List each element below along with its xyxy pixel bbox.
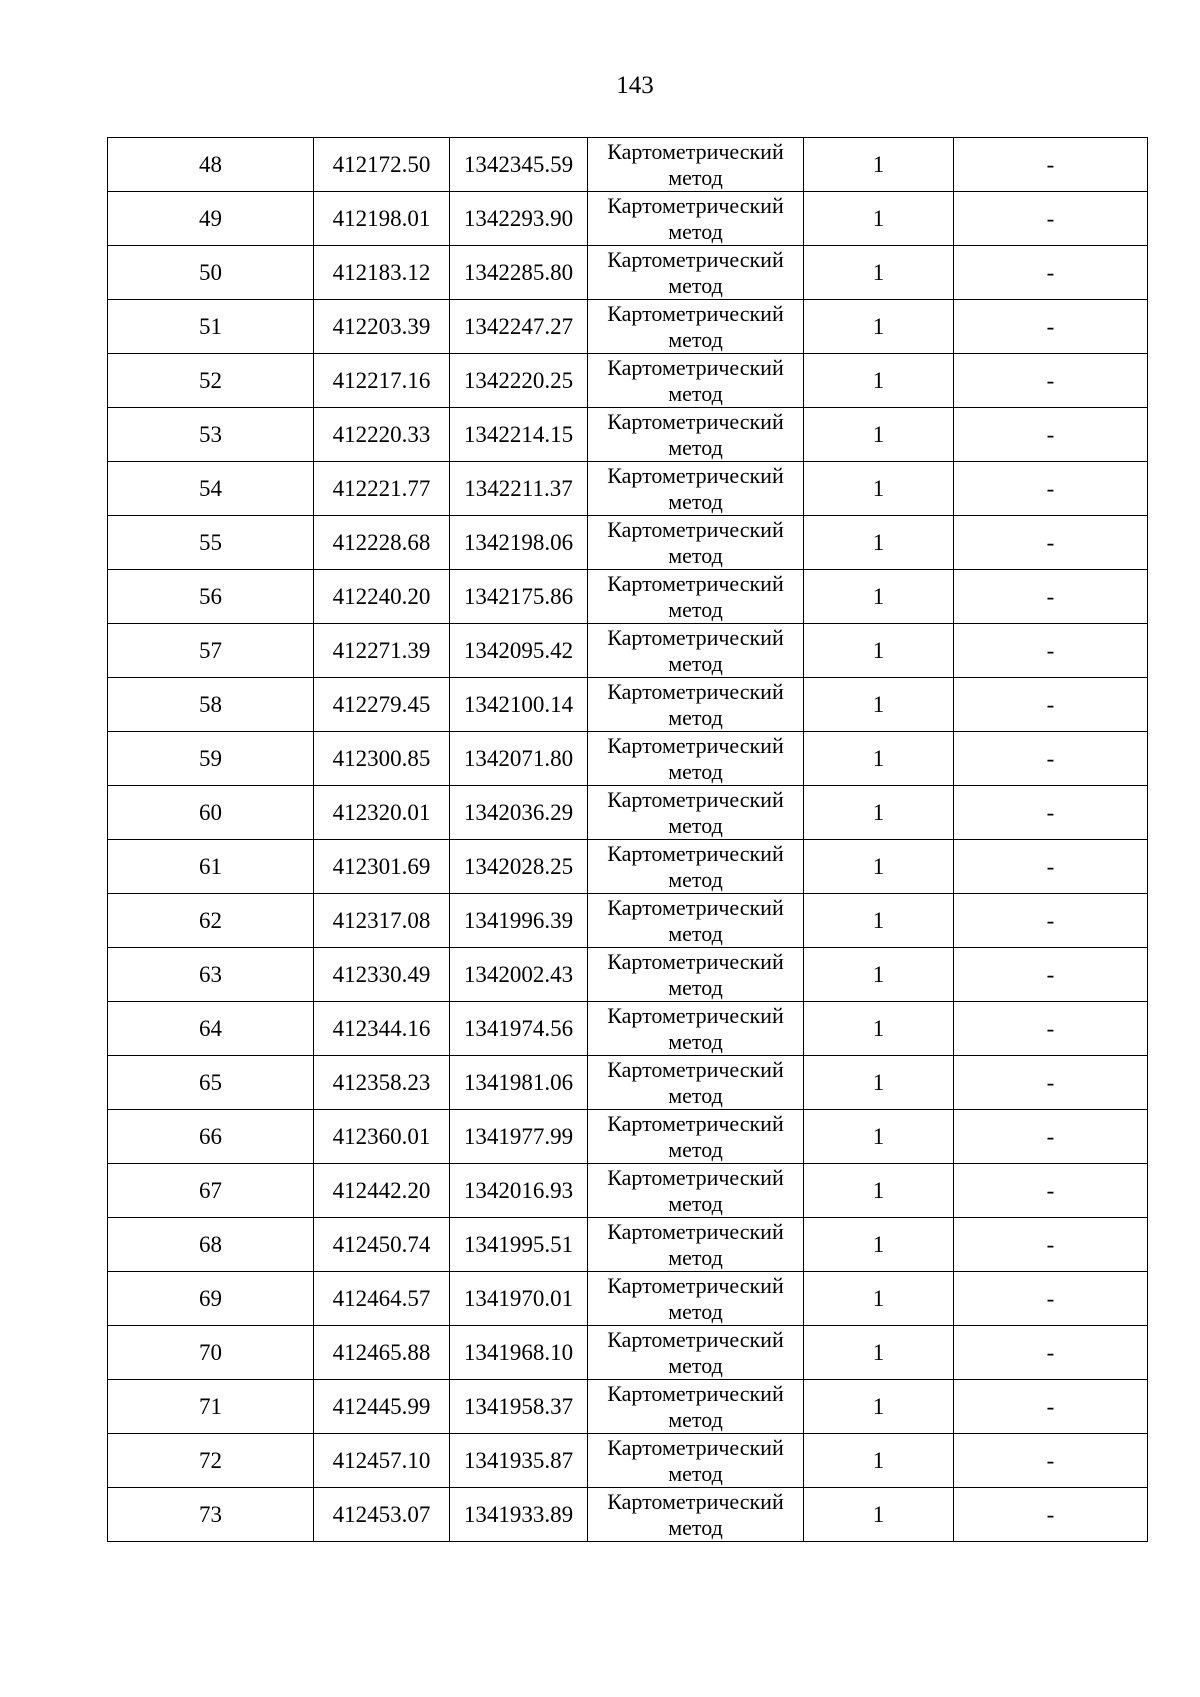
point-number-cell: 57 [108,624,314,678]
table-row [108,354,1148,408]
x-coordinate-cell: 412464.57 [314,1272,450,1326]
y-coordinate-cell: 1342100.14 [450,678,588,732]
accuracy-cell: 1 [804,246,954,300]
method-cell [588,192,804,246]
x-coordinate-cell: 412279.45 [314,678,450,732]
x-coordinate-cell: 412344.16 [314,1002,450,1056]
method-line-2: метод [668,381,723,406]
method-line-1: Картометрический [607,787,784,812]
x-coordinate-cell: 412465.88 [314,1326,450,1380]
y-coordinate-cell: 1342198.06 [450,516,588,570]
note-cell: - [954,786,1148,840]
accuracy-cell: 1 [804,516,954,570]
method-line-2: метод [668,327,723,352]
method-cell [588,570,804,624]
method-line-1: Картометрический [607,841,784,866]
method-line-2: метод [668,1299,723,1324]
method-line-2: метод [668,921,723,946]
method-line-1: Картометрический [607,1057,784,1082]
x-coordinate-cell: 412317.08 [314,894,450,948]
point-number-cell: 71 [108,1380,314,1434]
point-number-cell: 50 [108,246,314,300]
y-coordinate-cell: 1342095.42 [450,624,588,678]
accuracy-cell: 1 [804,462,954,516]
note-cell: - [954,894,1148,948]
point-number-cell: 67 [108,1164,314,1218]
method-cell [588,948,804,1002]
note-cell: - [954,1218,1148,1272]
accuracy-cell: 1 [804,1110,954,1164]
method-line-2: метод [668,1083,723,1108]
y-coordinate-cell: 1342214.15 [450,408,588,462]
method-line-2: метод [668,1245,723,1270]
accuracy-cell: 1 [804,1380,954,1434]
table-row [108,624,1148,678]
accuracy-cell: 1 [804,1272,954,1326]
method-line-2: метод [668,1029,723,1054]
table-row [108,678,1148,732]
method-line-2: метод [668,813,723,838]
point-number-cell: 66 [108,1110,314,1164]
method-line-1: Картометрический [607,1003,784,1028]
y-coordinate-cell: 1341935.87 [450,1434,588,1488]
method-line-1: Картометрический [607,949,784,974]
method-line-1: Картометрический [607,1165,784,1190]
x-coordinate-cell: 412172.50 [314,138,450,192]
x-coordinate-cell: 412330.49 [314,948,450,1002]
method-line-2: метод [668,1515,723,1540]
y-coordinate-cell: 1342036.29 [450,786,588,840]
table-row [108,462,1148,516]
method-line-2: метод [668,543,723,568]
table-row [108,246,1148,300]
method-cell [588,300,804,354]
method-cell [588,1218,804,1272]
point-number-cell: 73 [108,1488,314,1542]
x-coordinate-cell: 412271.39 [314,624,450,678]
x-coordinate-cell: 412217.16 [314,354,450,408]
point-number-cell: 56 [108,570,314,624]
note-cell: - [954,1164,1148,1218]
point-number-cell: 63 [108,948,314,1002]
note-cell: - [954,624,1148,678]
y-coordinate-cell: 1341970.01 [450,1272,588,1326]
method-cell [588,462,804,516]
point-number-cell: 53 [108,408,314,462]
y-coordinate-cell: 1342285.80 [450,246,588,300]
method-line-2: метод [668,165,723,190]
x-coordinate-cell: 412360.01 [314,1110,450,1164]
accuracy-cell: 1 [804,408,954,462]
method-line-2: метод [668,975,723,1000]
point-number-cell: 69 [108,1272,314,1326]
method-cell [588,1326,804,1380]
y-coordinate-cell: 1341995.51 [450,1218,588,1272]
method-line-1: Картометрический [607,1219,784,1244]
note-cell: - [954,1272,1148,1326]
note-cell: - [954,1434,1148,1488]
y-coordinate-cell: 1342247.27 [450,300,588,354]
accuracy-cell: 1 [804,1488,954,1542]
method-line-1: Картометрический [607,1111,784,1136]
accuracy-cell: 1 [804,786,954,840]
note-cell: - [954,570,1148,624]
method-line-1: Картометрический [607,1273,784,1298]
point-number-cell: 65 [108,1056,314,1110]
x-coordinate-cell: 412300.85 [314,732,450,786]
y-coordinate-cell: 1341981.06 [450,1056,588,1110]
y-coordinate-cell: 1342293.90 [450,192,588,246]
point-number-cell: 70 [108,1326,314,1380]
table-row [108,948,1148,1002]
table-row [108,1488,1148,1542]
note-cell: - [954,462,1148,516]
accuracy-cell: 1 [804,948,954,1002]
method-line-1: Картометрический [607,1381,784,1406]
table-row [108,840,1148,894]
method-line-2: метод [668,435,723,460]
note-cell: - [954,192,1148,246]
method-line-1: Картометрический [607,571,784,596]
table-row [108,1056,1148,1110]
x-coordinate-cell: 412442.20 [314,1164,450,1218]
x-coordinate-cell: 412450.74 [314,1218,450,1272]
method-line-1: Картометрический [607,247,784,272]
table-row [108,732,1148,786]
method-line-2: метод [668,1137,723,1162]
method-line-1: Картометрический [607,895,784,920]
method-line-1: Картометрический [607,1435,784,1460]
point-number-cell: 61 [108,840,314,894]
table-row [108,138,1148,192]
x-coordinate-cell: 412240.20 [314,570,450,624]
accuracy-cell: 1 [804,1002,954,1056]
table-row [108,1326,1148,1380]
method-cell [588,786,804,840]
accuracy-cell: 1 [804,192,954,246]
x-coordinate-cell: 412445.99 [314,1380,450,1434]
point-number-cell: 62 [108,894,314,948]
y-coordinate-cell: 1341996.39 [450,894,588,948]
note-cell: - [954,246,1148,300]
method-cell [588,246,804,300]
method-line-2: метод [668,597,723,622]
method-line-2: метод [668,1461,723,1486]
method-cell [588,1380,804,1434]
x-coordinate-cell: 412183.12 [314,246,450,300]
accuracy-cell: 1 [804,624,954,678]
note-cell: - [954,300,1148,354]
point-number-cell: 60 [108,786,314,840]
y-coordinate-cell: 1342002.43 [450,948,588,1002]
point-number-cell: 64 [108,1002,314,1056]
method-line-1: Картометрический [607,193,784,218]
point-number-cell: 68 [108,1218,314,1272]
table-row [108,516,1148,570]
x-coordinate-cell: 412203.39 [314,300,450,354]
y-coordinate-cell: 1342211.37 [450,462,588,516]
table-row [108,1164,1148,1218]
point-number-cell: 58 [108,678,314,732]
table-row [108,1002,1148,1056]
method-line-1: Картометрический [607,139,784,164]
accuracy-cell: 1 [804,678,954,732]
note-cell: - [954,948,1148,1002]
method-cell [588,1164,804,1218]
y-coordinate-cell: 1342016.93 [450,1164,588,1218]
note-cell: - [954,1380,1148,1434]
method-cell [588,408,804,462]
method-cell [588,840,804,894]
point-number-cell: 72 [108,1434,314,1488]
table-row [108,1272,1148,1326]
accuracy-cell: 1 [804,1434,954,1488]
point-number-cell: 48 [108,138,314,192]
method-line-2: метод [668,1191,723,1216]
note-cell: - [954,1110,1148,1164]
note-cell: - [954,732,1148,786]
point-number-cell: 51 [108,300,314,354]
table-row [108,1434,1148,1488]
method-line-2: метод [668,867,723,892]
method-line-1: Картометрический [607,517,784,542]
x-coordinate-cell: 412320.01 [314,786,450,840]
table-row [108,1218,1148,1272]
note-cell: - [954,1326,1148,1380]
y-coordinate-cell: 1341974.56 [450,1002,588,1056]
method-cell [588,624,804,678]
point-number-cell: 52 [108,354,314,408]
table-row [108,570,1148,624]
x-coordinate-cell: 412453.07 [314,1488,450,1542]
method-line-2: метод [668,1407,723,1432]
note-cell: - [954,408,1148,462]
method-line-2: метод [668,1353,723,1378]
method-cell [588,894,804,948]
y-coordinate-cell: 1342345.59 [450,138,588,192]
point-number-cell: 55 [108,516,314,570]
method-line-1: Картометрический [607,625,784,650]
method-line-1: Картометрический [607,463,784,488]
x-coordinate-cell: 412457.10 [314,1434,450,1488]
method-line-2: метод [668,273,723,298]
method-line-2: метод [668,705,723,730]
x-coordinate-cell: 412358.23 [314,1056,450,1110]
accuracy-cell: 1 [804,732,954,786]
method-line-1: Картометрический [607,409,784,434]
table-row [108,192,1148,246]
method-line-1: Картометрический [607,1489,784,1514]
table-row [108,408,1148,462]
table-row [108,1110,1148,1164]
accuracy-cell: 1 [804,1056,954,1110]
accuracy-cell: 1 [804,1326,954,1380]
note-cell: - [954,354,1148,408]
method-line-1: Картометрический [607,679,784,704]
method-line-2: метод [668,219,723,244]
x-coordinate-cell: 412301.69 [314,840,450,894]
method-line-1: Картометрический [607,1327,784,1352]
accuracy-cell: 1 [804,570,954,624]
y-coordinate-cell: 1341933.89 [450,1488,588,1542]
method-cell [588,516,804,570]
accuracy-cell: 1 [804,138,954,192]
note-cell: - [954,138,1148,192]
method-line-1: Картометрический [607,733,784,758]
accuracy-cell: 1 [804,840,954,894]
point-number-cell: 49 [108,192,314,246]
method-cell [588,138,804,192]
x-coordinate-cell: 412221.77 [314,462,450,516]
method-cell [588,1002,804,1056]
y-coordinate-cell: 1342175.86 [450,570,588,624]
note-cell: - [954,1002,1148,1056]
note-cell: - [954,1488,1148,1542]
method-cell [588,1488,804,1542]
x-coordinate-cell: 412198.01 [314,192,450,246]
table-row [108,1380,1148,1434]
coordinates-table [107,137,1148,1542]
x-coordinate-cell: 412228.68 [314,516,450,570]
method-cell [588,1434,804,1488]
method-cell [588,354,804,408]
method-line-2: метод [668,651,723,676]
y-coordinate-cell: 1342071.80 [450,732,588,786]
table-row [108,894,1148,948]
x-coordinate-cell: 412220.33 [314,408,450,462]
accuracy-cell: 1 [804,1218,954,1272]
y-coordinate-cell: 1341977.99 [450,1110,588,1164]
method-cell [588,1272,804,1326]
page-number: 143 [616,72,654,99]
note-cell: - [954,840,1148,894]
y-coordinate-cell: 1341968.10 [450,1326,588,1380]
point-number-cell: 54 [108,462,314,516]
note-cell: - [954,678,1148,732]
method-cell [588,732,804,786]
accuracy-cell: 1 [804,894,954,948]
note-cell: - [954,516,1148,570]
accuracy-cell: 1 [804,300,954,354]
y-coordinate-cell: 1342220.25 [450,354,588,408]
method-line-1: Картометрический [607,355,784,380]
accuracy-cell: 1 [804,1164,954,1218]
point-number-cell: 59 [108,732,314,786]
method-cell [588,678,804,732]
y-coordinate-cell: 1342028.25 [450,840,588,894]
table-row [108,300,1148,354]
method-line-2: метод [668,759,723,784]
method-cell [588,1056,804,1110]
method-line-1: Картометрический [607,301,784,326]
y-coordinate-cell: 1341958.37 [450,1380,588,1434]
method-cell [588,1110,804,1164]
note-cell: - [954,1056,1148,1110]
table-row [108,786,1148,840]
method-line-2: метод [668,489,723,514]
accuracy-cell: 1 [804,354,954,408]
